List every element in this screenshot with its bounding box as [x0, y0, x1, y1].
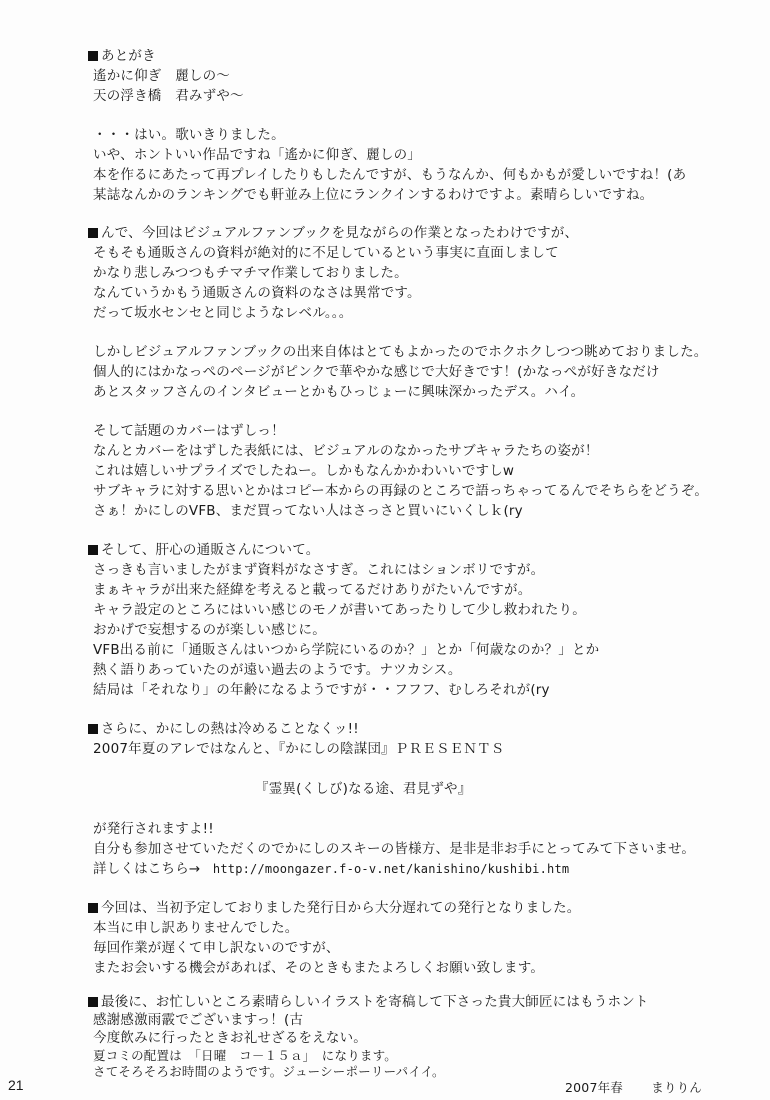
tsuhan-line: 結局は「それなり」の年齢になるようですが・・フフフ、むしろそれが(ry	[93, 682, 550, 698]
section-marker-icon	[88, 997, 98, 1007]
fanbook-line: かなり悲しみつつもチマチマ作業しておりました。	[93, 265, 408, 281]
tsuhan-heading	[88, 541, 319, 559]
section-marker-icon	[88, 228, 98, 238]
fanbook-line: そもそも通販さんの資料が絶対的に不足しているという事実に直面しまして	[93, 245, 559, 261]
fanbook-quality-line: あとスタッフさんのインタビューとかもひっじょーに興味深かったデス。ハイ。	[93, 384, 585, 400]
section-marker-icon	[88, 51, 98, 61]
fanbook-line: なんていうかもう通販さんの資料のなさは異常です。	[93, 285, 421, 301]
thanks-line: 感謝感激雨霰でございますっ！(古	[93, 1012, 304, 1028]
thanks-heading	[88, 993, 649, 1011]
intro-line: いや、ホントいい作品ですね「遙かに仰ぎ、麗しの」	[93, 147, 421, 163]
afterword-heading	[88, 47, 156, 65]
cover-line: さぁ！かにしのVFB、まだ買ってない人はさっさと買いにいくしｋ(ry	[93, 503, 523, 519]
apology-heading-text: 今回は、当初予定しておりました発行日から大分遅れての発行となりました。	[101, 900, 581, 916]
cover-line: これは嬉しいサプライズでしたねー。しかもなんかかわいいですしw	[93, 463, 515, 479]
afterword-heading-text: あとがき	[101, 48, 156, 64]
cover-line: なんとカバーをはずした表紙には、ビジュアルのなかったサブキャラたちの姿が！	[93, 443, 599, 459]
fanbook-quality-line: しかしビジュアルファンブックの出来自体はとてもよかったのでホクホクしつつ眺めておりました。	[93, 344, 708, 360]
fanbook-heading-text: んで、今回はビジュアルファンブックを見ながらの作業となったわけですが、	[101, 225, 579, 241]
page-number: 21	[8, 1077, 24, 1093]
signature-name: まりりん	[651, 1080, 703, 1095]
circle-website-link[interactable]: http://moongazer.f-o-v.net/kanishino/kushibi.htm	[212, 862, 570, 876]
cover-line: そして話題のカバーはずしっ！	[93, 423, 285, 439]
link-prefix: 詳しくはこちら→	[93, 861, 201, 877]
intro-line: 本を作るにあたって再プレイしたりもしたんですが、もうなんか、何もかもが愛しいですね！(あ	[93, 167, 687, 183]
section-marker-icon	[88, 545, 98, 555]
announcement-after-line: 自分も参加させていただくのでかにしのスキーの皆様方、是非是非お手にとってみて下さいませ。	[93, 841, 696, 857]
announcement-line: 2007年夏のアレではなんと、『かにしの陰謀団』ＰＲＥＳＥＮＴＳ	[93, 741, 505, 757]
closing-line: 夏コミの配置は 「日曜 コ－１５ａ」 になります。	[93, 1048, 398, 1063]
section-marker-icon	[88, 724, 98, 734]
announcement-heading-text: さらに、かにしの熱は冷めることなくッ!!	[101, 721, 359, 737]
tsuhan-line: おかげで妄想するのが楽しい感じに。	[93, 622, 326, 638]
tsuhan-line: VFB出る前に「通販さんはいつから学院にいるのか？」とか「何歳なのか？」とか	[93, 642, 600, 658]
closing-line: さてそろそろお時間のようです。ジューシーポーリーパイイ。	[93, 1064, 445, 1079]
section-marker-icon	[88, 903, 98, 913]
afterword-line: 遙かに仰ぎ 麗しの～	[93, 68, 230, 84]
tsuhan-line: まぁキャラが出来た経緯を考えると載ってるだけありがたいんですが。	[93, 582, 532, 598]
fanbook-line: だって坂水センセと同じようなレベル。。。	[93, 305, 353, 321]
tsuhan-line: キャラ設定のところにはいい感じのモノが書いてあったりして少し救われたり。	[93, 602, 586, 618]
fanbook-quality-line: 個人的にはかなっぺのページがピンクで華やかな感じで大好きです！(かなっぺが好きなだけ	[93, 364, 660, 380]
tsuhan-line: さっきも言いましたがまず資料がなさすぎ。これにはションボリですが。	[93, 562, 545, 578]
afterword-line: 天の浮き橋 君みずや～	[93, 88, 244, 104]
apology-line: またお会いする機会があれば、そのときもまたよろしくお願い致します。	[93, 960, 545, 976]
announcement-heading	[88, 720, 359, 738]
apology-line: 本当に申し訳ありませんでした。	[93, 920, 299, 936]
thanks-heading-text: 最後に、お忙しいところ素晴らしいイラストを寄稿して下さった貴大師匠にはもうホント	[101, 994, 649, 1010]
tsuhan-line: 熱く語りあっていたのが遠い過去のようです。ナツカシス。	[93, 662, 462, 678]
signature-date: 2007年春	[565, 1080, 624, 1095]
book-title: 『霊異(くしび)なる途、君見ずや』	[255, 781, 472, 797]
apology-line: 毎回作業が遅くて申し訳ないのですが、	[93, 940, 340, 956]
intro-line: ・・・はい。歌いきりました。	[93, 127, 285, 143]
cover-line: サブキャラに対する思いとかはコピー本からの再録のところで語っちゃってるんでそちらをどうぞ。	[93, 483, 709, 499]
fanbook-heading	[88, 224, 578, 242]
announcement-link-line	[93, 860, 569, 878]
signature	[565, 1079, 702, 1097]
tsuhan-heading-text: そして、肝心の通販さんについて。	[101, 542, 320, 558]
announcement-after-line: が発行されますよ!!	[93, 821, 214, 837]
apology-heading	[88, 899, 581, 917]
thanks-line: 今度飲みに行ったときお礼せざるをえない。	[93, 1030, 367, 1046]
intro-line: 某誌なんかのランキングでも軒並み上位にランクインするわけですよ。素晴らしいですね。	[93, 187, 654, 203]
